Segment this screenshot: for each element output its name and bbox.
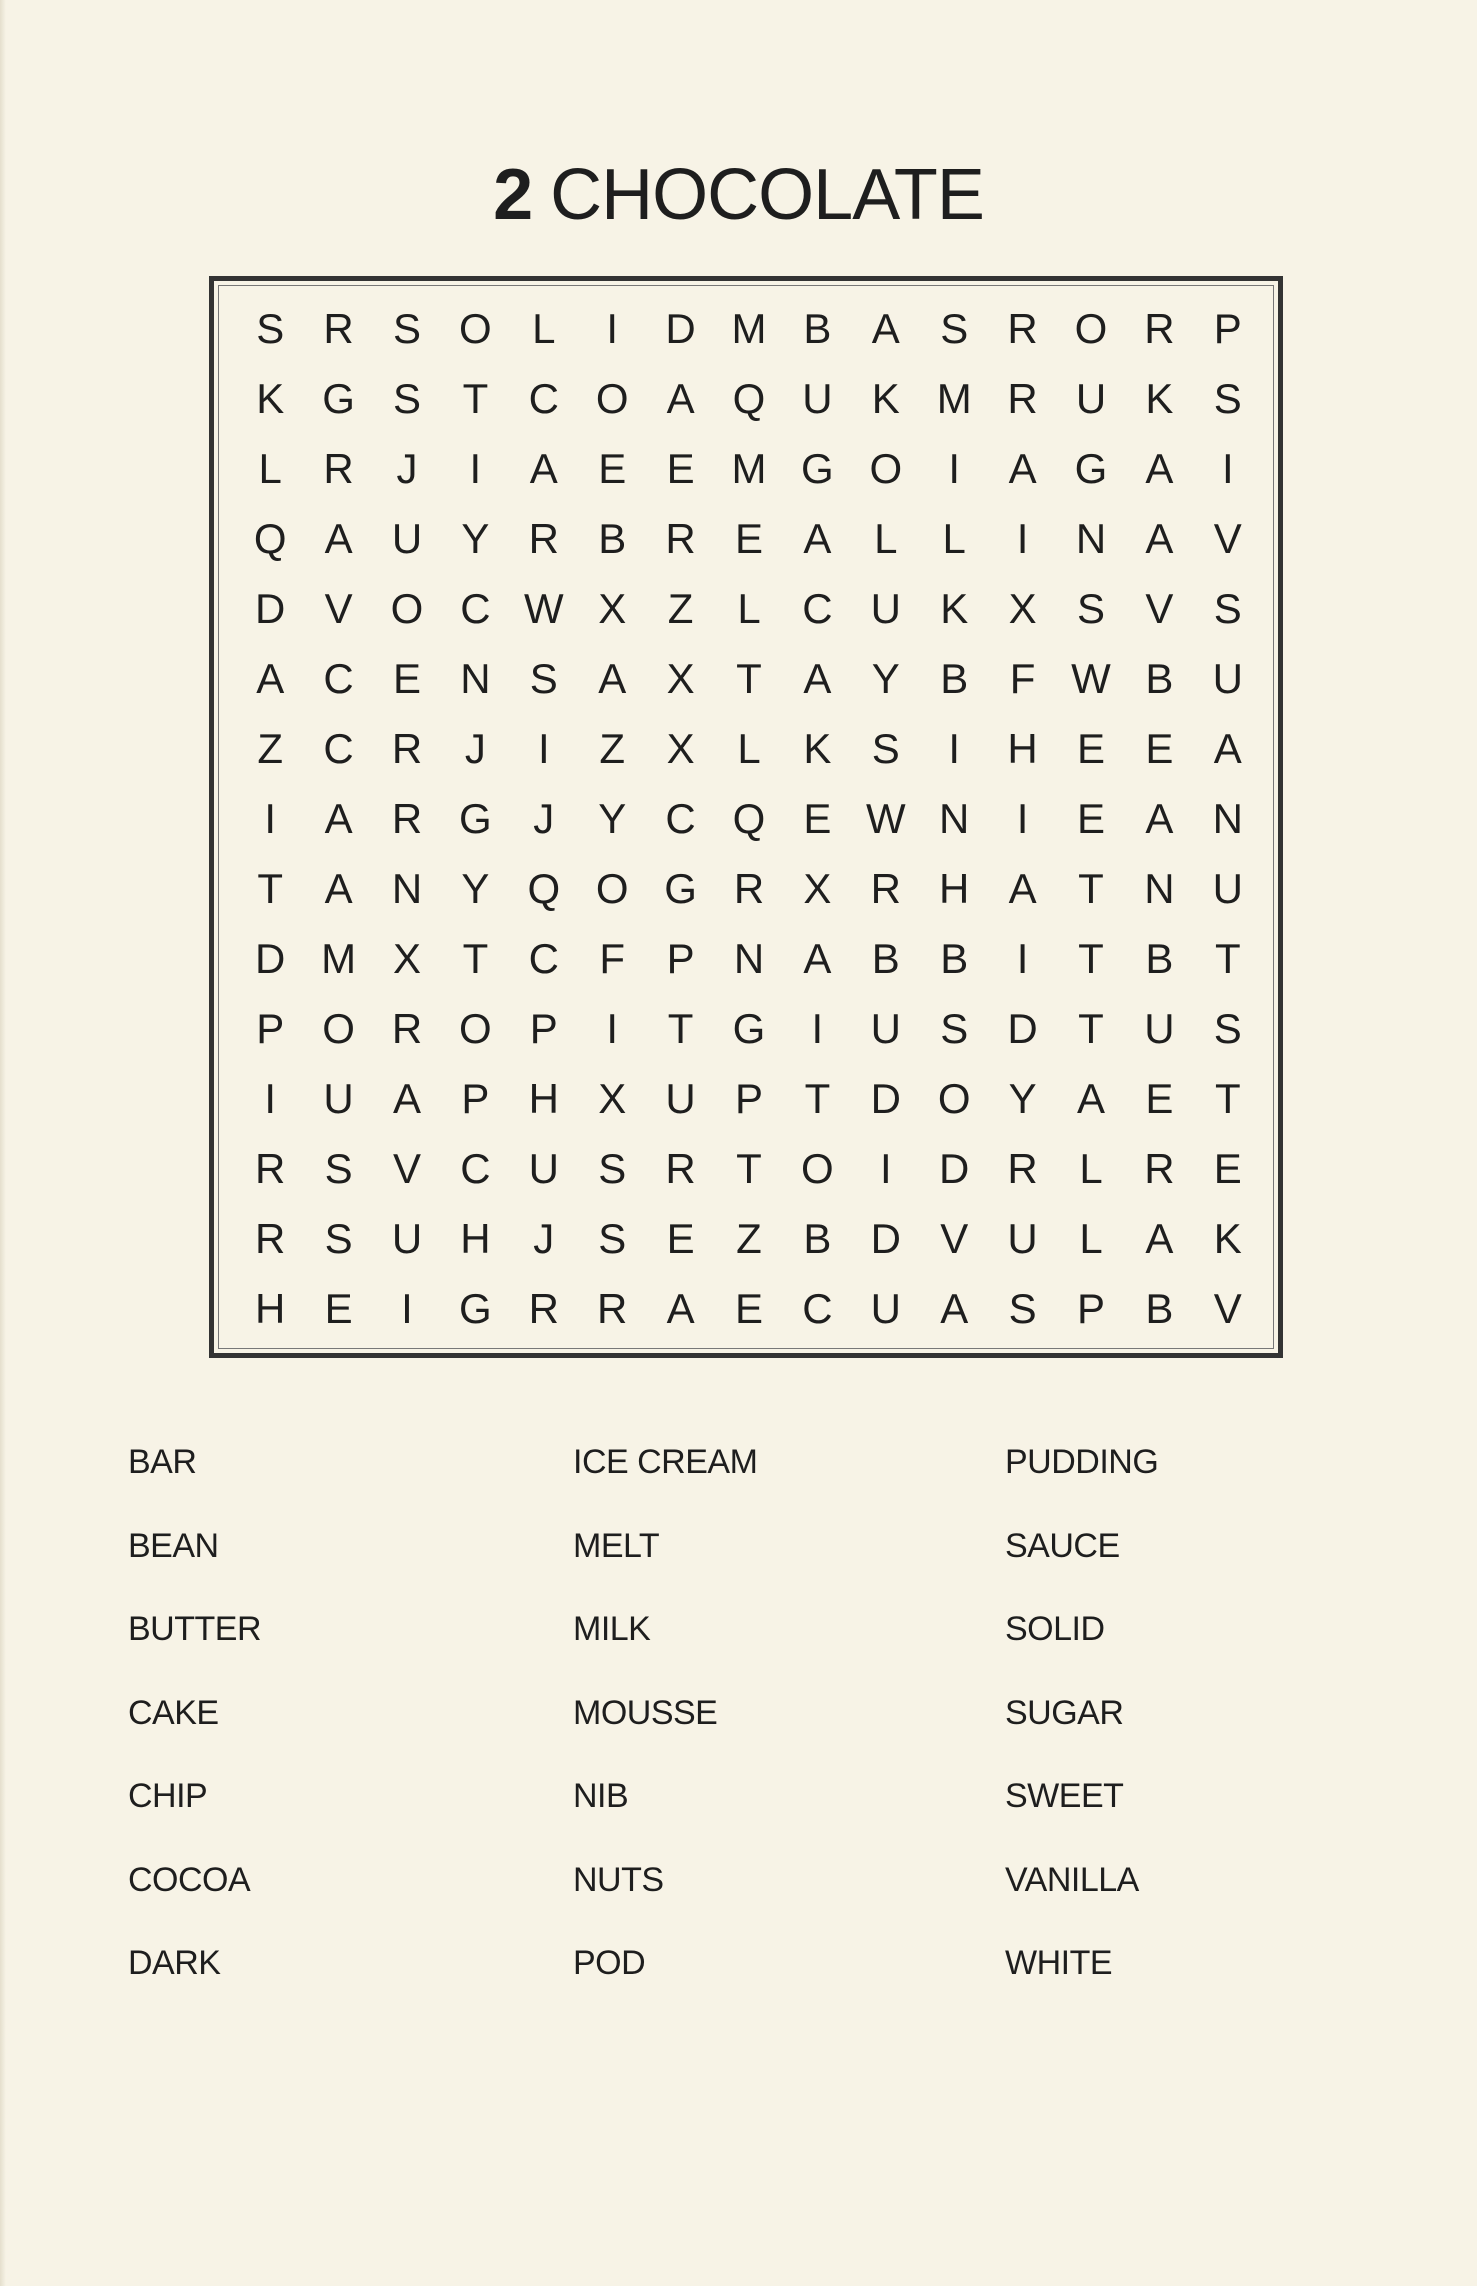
word-list-item: SWEET [1005, 1777, 1124, 1815]
word-list-column-1 [128, 1440, 261, 2025]
grid-cell[interactable]: K [871, 375, 900, 422]
grid-cell[interactable]: T [804, 1075, 831, 1122]
grid-cell[interactable]: S [598, 1215, 627, 1262]
grid-cell[interactable]: M [731, 305, 767, 352]
grid-cell[interactable]: K [803, 725, 832, 772]
grid-cell[interactable]: R [665, 1145, 696, 1192]
grid-cell[interactable]: D [1007, 1005, 1038, 1052]
grid-cell[interactable]: R [528, 515, 559, 562]
grid-cell[interactable]: C [323, 725, 354, 772]
word-list-item: WHITE [1005, 1944, 1113, 1982]
grid-cell[interactable]: Z [599, 725, 626, 772]
grid-cell[interactable]: D [870, 1075, 901, 1122]
grid-cell[interactable]: B [803, 1215, 832, 1262]
grid-cell[interactable]: Q [732, 795, 766, 842]
grid-cell[interactable]: U [665, 1075, 696, 1122]
word-list-item: MOUSSE [573, 1693, 718, 1732]
grid-cell[interactable]: N [1075, 515, 1107, 562]
grid-cell[interactable]: S [392, 305, 421, 352]
grid-cell[interactable]: H [939, 865, 970, 912]
grid-cell[interactable]: Z [736, 1215, 762, 1262]
grid-cell[interactable]: X [803, 865, 832, 912]
grid-cell[interactable]: V [1145, 585, 1174, 632]
grid-cell[interactable]: U [1075, 375, 1107, 422]
grid-cell[interactable]: I [537, 725, 550, 772]
grid-cell[interactable]: D [255, 585, 286, 632]
grid-cell[interactable]: S [1213, 375, 1242, 422]
grid-cell[interactable]: H [460, 1215, 491, 1262]
grid-cell[interactable]: K [940, 585, 969, 632]
grid-cell[interactable]: T [1078, 935, 1104, 982]
grid-cell[interactable]: P [734, 1075, 763, 1122]
grid-cell[interactable]: O [595, 865, 629, 912]
grid-cell[interactable]: A [1145, 515, 1174, 562]
grid-cell[interactable]: I [1016, 795, 1029, 842]
grid-cell[interactable]: B [1145, 655, 1174, 702]
grid-cell[interactable]: C [665, 795, 696, 842]
grid-cell[interactable]: O [459, 305, 492, 352]
grid-cell[interactable]: E [324, 1285, 353, 1332]
grid-cell[interactable]: A [803, 655, 832, 702]
grid-cell[interactable]: R [323, 445, 354, 492]
grid-cell[interactable]: Y [461, 515, 490, 562]
grid-cell[interactable]: Q [527, 865, 561, 912]
grid-cell[interactable]: B [598, 515, 627, 562]
grid-cell[interactable]: S [529, 655, 558, 702]
word-search-frame [209, 276, 1283, 1358]
grid-cell[interactable]: S [1008, 1285, 1037, 1332]
grid-cell[interactable]: M [936, 375, 972, 422]
grid-cell[interactable]: N [391, 865, 423, 912]
grid-cell[interactable]: K [1213, 1215, 1242, 1262]
grid-cell[interactable]: A [1008, 865, 1037, 912]
grid-cell[interactable]: O [801, 1145, 834, 1192]
grid-cell[interactable]: R [1144, 1145, 1175, 1192]
grid-cell[interactable]: V [392, 1145, 421, 1192]
grid-cell[interactable]: K [256, 375, 285, 422]
grid-cell[interactable]: E [1145, 1075, 1174, 1122]
grid-cell[interactable]: R [597, 1285, 628, 1332]
word-list-item: SOLID [1005, 1610, 1105, 1648]
grid-cell[interactable]: N [733, 935, 765, 982]
grid-cell[interactable]: S [324, 1215, 353, 1262]
grid-cell[interactable]: O [459, 1005, 492, 1052]
grid-cell[interactable]: L [1079, 1215, 1103, 1262]
grid-cell[interactable]: K [1145, 375, 1174, 422]
grid-cell[interactable]: Y [461, 865, 490, 912]
grid-cell[interactable]: A [324, 515, 353, 562]
grid-cell[interactable]: T [462, 375, 489, 422]
puzzle-number: 2 [493, 155, 533, 235]
grid-cell[interactable]: R [255, 1215, 286, 1262]
grid-cell[interactable]: I [1016, 935, 1029, 982]
grid-cell[interactable]: C [528, 375, 559, 422]
grid-cell[interactable]: L [737, 585, 761, 632]
grid-cell[interactable]: W [865, 795, 906, 842]
grid-cell[interactable]: J [464, 725, 486, 772]
grid-cell[interactable]: T [1214, 1075, 1241, 1122]
grid-cell[interactable]: E [1145, 725, 1174, 772]
grid-cell[interactable]: V [940, 1215, 969, 1262]
grid-cell[interactable]: O [1074, 305, 1108, 352]
grid-cell[interactable]: U [391, 515, 423, 562]
grid-cell[interactable]: T [736, 655, 762, 702]
grid-cell[interactable]: X [598, 585, 627, 632]
grid-cell[interactable]: E [666, 1215, 695, 1262]
grid-cell[interactable]: A [598, 655, 627, 702]
grid-cell[interactable]: B [940, 655, 969, 702]
grid-cell[interactable]: A [1145, 1215, 1174, 1262]
grid-cell[interactable]: U [1212, 865, 1243, 912]
word-list-item: MELT [573, 1526, 660, 1565]
grid-cell[interactable]: L [942, 515, 966, 562]
grid-cell[interactable]: A [871, 305, 900, 352]
word-list-column-3 [1005, 1440, 1158, 2025]
grid-cell[interactable]: Z [257, 725, 284, 772]
grid-cell[interactable]: B [1145, 1285, 1174, 1332]
grid-cell[interactable]: A [529, 445, 558, 492]
grid-cell[interactable]: D [870, 1215, 901, 1262]
grid-cell[interactable]: U [870, 1005, 901, 1052]
grid-cell[interactable]: H [255, 1285, 286, 1332]
grid-cell[interactable]: A [803, 935, 832, 982]
grid-cell[interactable]: I [811, 1005, 824, 1052]
grid-cell[interactable]: D [939, 1145, 970, 1192]
grid-cell[interactable]: I [948, 445, 961, 492]
grid-cell[interactable]: A [940, 1285, 969, 1332]
grid-cell[interactable]: C [460, 585, 491, 632]
grid-cell[interactable]: A [324, 865, 353, 912]
grid-cell[interactable]: G [459, 1285, 492, 1332]
grid-cell[interactable]: X [1008, 585, 1037, 632]
grid-cell[interactable]: B [1145, 935, 1174, 982]
grid-cell[interactable]: N [1144, 865, 1175, 912]
grid-cell[interactable]: E [734, 515, 763, 562]
word-list-item: SAUCE [1005, 1526, 1120, 1565]
grid-cell[interactable]: U [1007, 1215, 1038, 1262]
grid-cell[interactable]: S [1076, 585, 1105, 632]
grid-cell[interactable]: X [666, 655, 695, 702]
grid-cell[interactable]: P [666, 935, 695, 982]
grid-cell[interactable]: S [1213, 585, 1242, 632]
grid-cell[interactable]: T [736, 1145, 762, 1192]
grid-cell[interactable]: M [321, 935, 357, 982]
grid-cell[interactable]: H [1007, 725, 1038, 772]
grid-cell[interactable]: U [870, 585, 901, 632]
grid-cell[interactable]: R [255, 1145, 286, 1192]
grid-cell[interactable]: I [879, 1145, 892, 1192]
grid-cell[interactable]: Y [871, 655, 900, 702]
grid-cell[interactable]: V [1213, 515, 1242, 562]
grid-cell[interactable]: I [1016, 515, 1029, 562]
word-list-item: CHIP [128, 1777, 208, 1815]
grid-cell[interactable]: R [391, 1005, 423, 1052]
grid-cell[interactable]: U [1144, 1005, 1175, 1052]
grid-cell[interactable]: M [731, 445, 767, 492]
grid-cell[interactable]: N [1212, 795, 1243, 842]
grid-cell[interactable]: E [1076, 795, 1105, 842]
word-list-item: BEAN [128, 1526, 219, 1565]
grid-cell[interactable]: D [255, 935, 286, 982]
grid-cell[interactable]: E [734, 1285, 763, 1332]
grid-cell[interactable]: S [598, 1145, 627, 1192]
word-list-item: BUTTER [128, 1610, 261, 1648]
grid-cell[interactable]: Q [253, 515, 287, 562]
grid-cell[interactable]: I [469, 445, 482, 492]
grid-cell[interactable]: I [948, 725, 961, 772]
grid-cell[interactable]: N [460, 655, 491, 702]
grid-cell[interactable]: U [870, 1285, 901, 1332]
grid-cell[interactable]: G [664, 865, 697, 912]
word-list-item: ICE CREAM [573, 1443, 758, 1481]
grid-cell[interactable]: Y [598, 795, 627, 842]
grid-cell[interactable]: S [324, 1145, 353, 1192]
grid-cell[interactable]: H [528, 1075, 559, 1122]
grid-cell[interactable]: A [324, 795, 353, 842]
grid-cell[interactable]: Z [667, 585, 694, 632]
grid-cell[interactable]: E [1213, 1145, 1242, 1192]
grid-cell[interactable]: A [1145, 445, 1174, 492]
grid-cell[interactable]: X [598, 1075, 627, 1122]
grid-cell[interactable]: V [1213, 1285, 1242, 1332]
word-list-item: COCOA [128, 1860, 251, 1899]
grid-cell[interactable]: N [939, 795, 970, 842]
grid-cell[interactable]: T [1214, 935, 1241, 982]
grid-cell[interactable]: U [802, 375, 833, 422]
letter-grid [236, 294, 1262, 1344]
word-list-item: MILK [573, 1610, 651, 1648]
grid-cell[interactable]: P [461, 1075, 490, 1122]
grid-cell[interactable]: R [323, 305, 354, 352]
grid-cell[interactable]: A [1076, 1075, 1105, 1122]
grid-cell[interactable]: I [1221, 445, 1234, 492]
grid-cell[interactable]: S [392, 375, 421, 422]
grid-cell[interactable]: L [258, 445, 282, 492]
grid-cell[interactable]: T [1078, 865, 1104, 912]
page-edge [0, 0, 6, 2286]
grid-cell[interactable]: P [256, 1005, 285, 1052]
grid-cell[interactable]: W [523, 585, 564, 632]
grid-cell[interactable]: L [874, 515, 898, 562]
puzzle-title [0, 150, 1477, 240]
grid-cell[interactable]: O [869, 445, 903, 492]
grid-cell[interactable]: I [264, 1075, 277, 1122]
grid-cell[interactable]: R [1007, 305, 1038, 352]
grid-cell[interactable]: B [803, 305, 832, 352]
grid-cell[interactable]: R [870, 865, 901, 912]
grid-cell[interactable]: R [1007, 375, 1038, 422]
grid-cell[interactable]: C [802, 1285, 833, 1332]
grid-cell[interactable]: A [803, 515, 832, 562]
grid-cell[interactable]: A [1213, 725, 1242, 772]
grid-cell[interactable]: P [1213, 305, 1242, 352]
grid-cell[interactable]: I [606, 1005, 619, 1052]
grid-cell[interactable]: G [322, 375, 355, 422]
grid-cell[interactable]: D [665, 305, 696, 352]
grid-cell[interactable]: U [1212, 655, 1243, 702]
grid-cell[interactable]: R [1007, 1145, 1038, 1192]
grid-cell[interactable]: L [1079, 1145, 1103, 1192]
grid-cell[interactable]: O [322, 1005, 355, 1052]
grid-cell[interactable]: T [462, 935, 489, 982]
grid-cell[interactable]: A [1008, 445, 1037, 492]
word-list-item: BAR [128, 1443, 197, 1481]
grid-cell[interactable]: E [803, 795, 832, 842]
word-list-item: PUDDING [1005, 1443, 1159, 1481]
grid-cell[interactable]: R [1144, 305, 1175, 352]
grid-cell[interactable]: S [871, 725, 900, 772]
grid-cell[interactable]: B [940, 935, 969, 982]
grid-cell[interactable]: P [1076, 1285, 1105, 1332]
grid-cell[interactable]: C [460, 1145, 491, 1192]
grid-cell[interactable]: R [733, 865, 765, 912]
word-list-item: CAKE [128, 1693, 219, 1732]
word-list-item: POD [573, 1944, 646, 1982]
grid-cell[interactable]: O [595, 375, 629, 422]
grid-cell[interactable]: O [390, 585, 424, 632]
word-list-item: NUTS [573, 1860, 664, 1899]
grid-cell[interactable]: E [666, 445, 695, 492]
grid-cell[interactable]: L [737, 725, 761, 772]
grid-cell[interactable]: U [391, 1215, 423, 1262]
grid-cell[interactable]: Q [732, 375, 766, 422]
grid-cell[interactable]: G [1074, 445, 1108, 492]
grid-cell[interactable]: T [257, 865, 284, 912]
grid-cell[interactable]: W [1071, 655, 1111, 702]
grid-cell[interactable]: S [1213, 1005, 1242, 1052]
grid-cell[interactable]: G [459, 795, 492, 842]
grid-cell[interactable]: J [396, 445, 418, 492]
grid-cell[interactable]: C [802, 585, 833, 632]
grid-cell[interactable]: C [323, 655, 354, 702]
grid-cell[interactable]: E [598, 445, 627, 492]
grid-cell[interactable]: R [528, 1285, 559, 1332]
grid-cell[interactable]: L [532, 305, 556, 352]
grid-cell[interactable]: A [666, 1285, 695, 1332]
grid-cell[interactable]: A [256, 655, 285, 702]
word-list-item: VANILLA [1005, 1860, 1139, 1899]
puzzle-name: CHOCOLATE [550, 155, 984, 235]
grid-cell[interactable]: A [392, 1075, 421, 1122]
grid-cell[interactable]: I [401, 1285, 413, 1332]
grid-cell[interactable]: B [871, 935, 900, 982]
grid-cell[interactable]: G [732, 1005, 766, 1052]
grid-cell[interactable]: F [599, 935, 626, 982]
grid-cell[interactable]: C [528, 935, 559, 982]
grid-cell[interactable]: A [1145, 795, 1174, 842]
grid-cell[interactable]: S [940, 1005, 969, 1052]
word-list-item: SUGAR [1005, 1693, 1124, 1732]
grid-cell[interactable]: R [391, 725, 423, 772]
grid-cell[interactable]: T [1078, 1005, 1104, 1052]
grid-cell[interactable]: S [940, 305, 969, 352]
grid-cell[interactable]: J [533, 795, 555, 842]
grid-cell[interactable]: Y [1008, 1075, 1037, 1122]
grid-cell[interactable]: O [937, 1075, 971, 1122]
grid-cell[interactable]: P [529, 1005, 558, 1052]
grid-cell[interactable]: J [533, 1215, 555, 1262]
grid-cell[interactable]: E [392, 655, 421, 702]
grid-cell[interactable]: U [323, 1075, 354, 1122]
grid-cell[interactable]: I [264, 795, 277, 842]
grid-cell[interactable]: I [606, 305, 619, 352]
grid-cell[interactable]: A [666, 375, 695, 422]
grid-cell[interactable]: T [667, 1005, 694, 1052]
word-list-item: DARK [128, 1944, 221, 1982]
grid-cell[interactable]: E [1076, 725, 1105, 772]
grid-cell[interactable]: U [528, 1145, 559, 1192]
grid-cell[interactable]: X [392, 935, 421, 982]
grid-cell[interactable]: G [801, 445, 834, 492]
grid-cell[interactable]: F [1009, 655, 1036, 702]
grid-cell[interactable]: S [256, 305, 285, 352]
grid-cell[interactable]: R [391, 795, 423, 842]
word-list-column-2 [573, 1440, 757, 2025]
grid-cell[interactable]: V [324, 585, 353, 632]
grid-cell[interactable]: R [665, 515, 696, 562]
grid-cell[interactable]: X [666, 725, 695, 772]
word-list-item: NIB [573, 1777, 629, 1815]
